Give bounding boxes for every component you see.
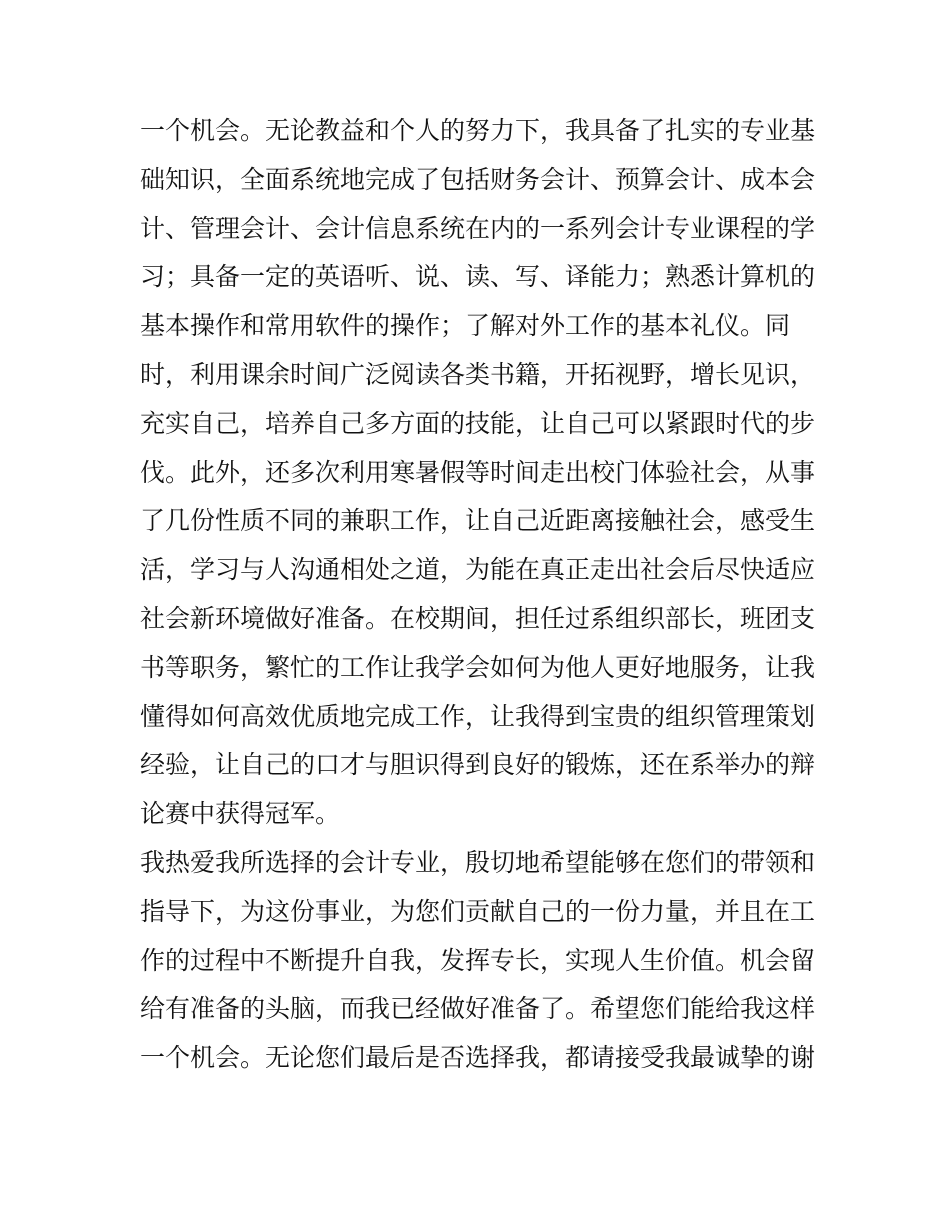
text-line: 论赛中获得冠军。 (140, 799, 341, 829)
text-line: 懂得如何高效优质地完成工作，让我得到宝贵的组织管理策划 (140, 701, 816, 731)
text-line: 时，利用课余时间广泛阅读各类书籍，开拓视野，增长见识， (140, 359, 816, 389)
body-text (140, 107, 820, 1083)
text-line: 充实自己，培养自己多方面的技能，让自己可以紧跟时代的步 (140, 408, 816, 438)
text-line: 社会新环境做好准备。在校期间，担任过系组织部长，班团支 (140, 603, 816, 633)
text-line: 计、管理会计、会计信息系统在内的一系列会计专业课程的学 (140, 213, 816, 243)
text-line: 指导下，为这份事业，为您们贡献自己的一份力量，并且在工 (140, 896, 816, 926)
text-line: 伐。此外，还多次利用寒暑假等时间走出校门体验社会，从事 (140, 457, 816, 487)
text-line: 基本操作和常用软件的操作；了解对外工作的基本礼仪。同 (140, 311, 791, 341)
text-line: 我热爱我所选择的会计专业，殷切地希望能够在您们的带领和 (140, 847, 816, 877)
text-line: 了几份性质不同的兼职工作，让自己近距离接触社会，感受生 (140, 506, 816, 536)
text-line: 经验，让自己的口才与胆识得到良好的锻炼，还在系举办的辩 (140, 750, 816, 780)
text-line: 习；具备一定的英语听、说、读、写、译能力；熟悉计算机的 (140, 262, 816, 292)
text-line: 一个机会。无论您们最后是否选择我，都请接受我最诚挚的谢 (140, 1043, 816, 1073)
text-line: 作的过程中不断提升自我，发挥专长，实现人生价值。机会留 (140, 945, 816, 975)
text-line: 础知识，全面系统地完成了包括财务会计、预算会计、成本会 (140, 164, 816, 194)
text-line: 一个机会。无论教益和个人的努力下，我具备了扎实的专业基 (140, 116, 816, 145)
text-line: 书等职务，繁忙的工作让我学会如何为他人更好地服务，让我 (140, 652, 816, 682)
text-line: 活，学习与人沟通相处之道，为能在真正走出社会后尽快适应 (140, 555, 816, 585)
text-line: 给有准备的头脑，而我已经做好准备了。希望您们能给我这样 (140, 994, 816, 1024)
